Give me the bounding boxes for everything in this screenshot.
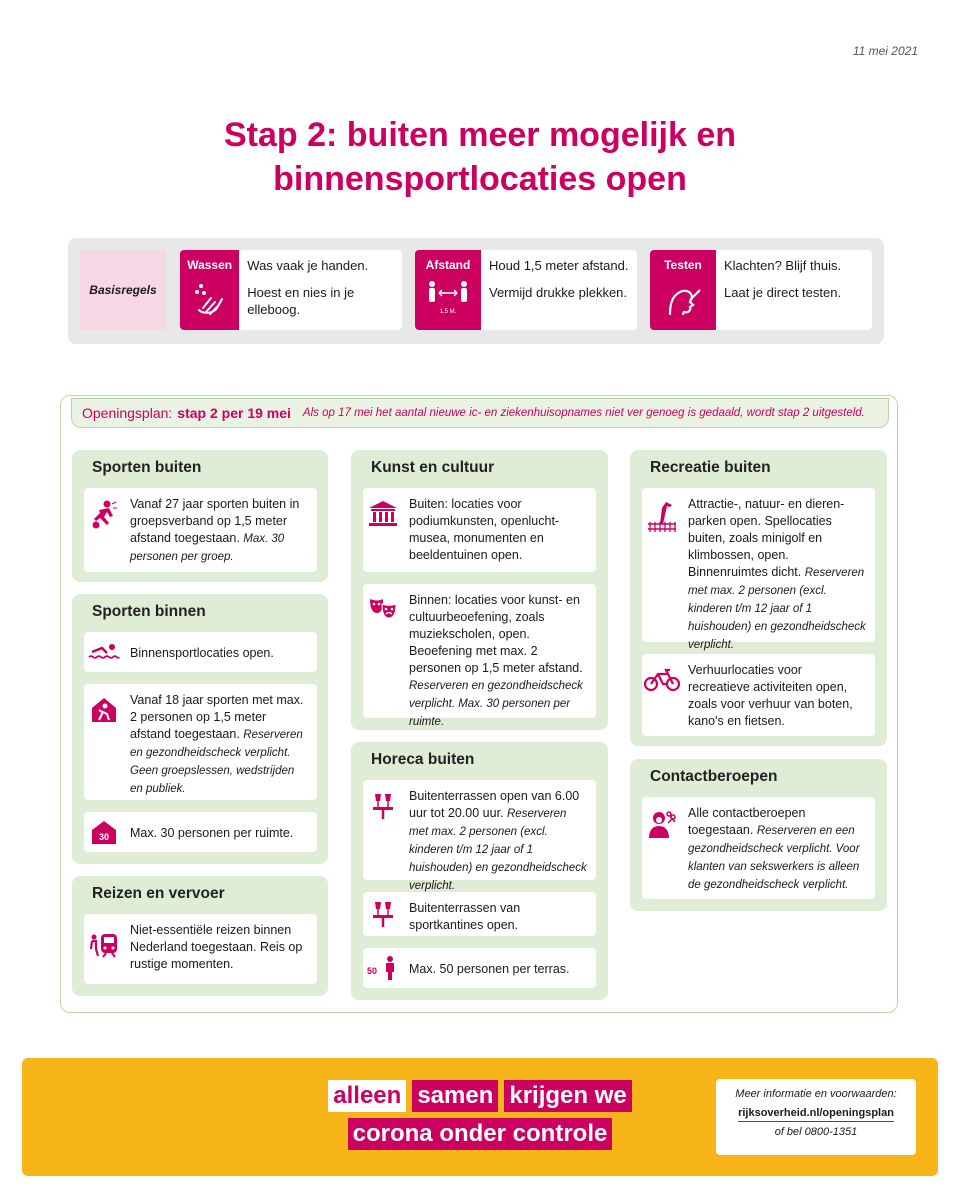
- rule-text-1: Was vaak je handen.: [247, 258, 369, 273]
- basisregels-label: Basisregels: [80, 250, 166, 330]
- card-italic-text: Max. 30 personen per groep.: [130, 533, 285, 563]
- distance-icon-label: 1,5 M.: [439, 309, 457, 315]
- card-text: [403, 948, 578, 988]
- openingsplan-step: stap 2 per 19 mei: [177, 405, 291, 421]
- section-title: Reizen en vervoer: [92, 885, 225, 902]
- card-main-text: Buitenterrassen van sportkantines open.: [409, 901, 521, 932]
- footer-banner: [22, 1058, 938, 1176]
- card-text: [682, 797, 875, 899]
- train-travel-icon: [84, 914, 124, 984]
- rule-text-testen: [716, 250, 849, 330]
- rule-badge-wassen: [180, 250, 239, 330]
- rule-badge-label: Wassen: [187, 258, 233, 272]
- rule-badge-label: Afstand: [425, 258, 471, 272]
- terrace-icon: [363, 780, 403, 880]
- card-main-text: Buiten: locaties voor podiumkunsten, openlucht-musea, monumenten en beeldentuinen open.: [409, 497, 560, 562]
- card-indoor-culture: [363, 584, 596, 728]
- giraffe-icon: [642, 488, 682, 642]
- card-main-text: Attractie-, natuur- en dieren-parken open. Spellocaties buiten, zoals minigolf en klimbossen, open. Binnenruimtes dicht.: [688, 497, 845, 579]
- section-title: Contactberoepen: [650, 768, 778, 785]
- card-italic-text: Reserveren en een gezondheidscheck verplicht. Voor klanten van sekswerkers is alleen de gezondheidscheck verplicht.: [688, 825, 860, 891]
- section-title: Horeca buiten: [371, 751, 475, 768]
- card-text: [124, 632, 282, 672]
- card-text: [124, 914, 317, 984]
- rule-text-2: Laat je direct testen.: [724, 285, 842, 300]
- rule-testen: [650, 250, 872, 330]
- card-text: [403, 892, 596, 936]
- card-text: [682, 488, 875, 651]
- outdoor-sports-icon: [84, 488, 124, 572]
- openingsplan-panel: [60, 395, 898, 1013]
- section-kunst: [351, 450, 608, 730]
- rule-badge-label: Testen: [664, 258, 702, 272]
- card-main-text: Vanaf 27 jaar sporten buiten in groepsverband op 1,5 meter afstand toegestaan.: [130, 497, 300, 545]
- theater-masks-icon: [363, 584, 403, 718]
- section-recreatie: [630, 450, 887, 746]
- page-title-line2: binnensportlocaties open: [273, 160, 687, 198]
- section-reizen: [72, 876, 328, 996]
- info-link[interactable]: rijksoverheid.nl/openingsplan: [738, 1105, 894, 1122]
- card-outdoor-culture: [363, 488, 596, 572]
- rule-text-afstand: [481, 250, 636, 330]
- info-box: [716, 1079, 916, 1155]
- card-swimming: [84, 632, 317, 672]
- card-main-text: Verhuurlocaties voor recreatieve activiteiten open, zoals voor verhuur van boten, kano's en fietsen.: [688, 663, 853, 728]
- slogan-word-alleen: alleen: [328, 1080, 406, 1112]
- section-horeca: [351, 742, 608, 1000]
- card-italic-text: Reserveren met max. 2 personen (excl. kinderen t/m 12 jaar of 1 huishouden) en gezondheidscheck verplicht.: [688, 567, 866, 651]
- card-text: [682, 654, 875, 736]
- swimming-icon: [84, 632, 124, 672]
- rule-wassen: [180, 250, 402, 330]
- card-text: [403, 584, 596, 728]
- hand-washing-icon: [193, 280, 227, 323]
- card-max-30: [84, 812, 317, 852]
- card-outdoor-sports: [84, 488, 317, 572]
- distance-icon: [426, 280, 470, 317]
- section-contact: [630, 759, 887, 911]
- card-terrace: [363, 780, 596, 892]
- openingsplan-label: Openingsplan:: [82, 405, 173, 421]
- rule-text-2: Hoest en nies in je elleboog.: [247, 285, 355, 317]
- card-text: [403, 488, 596, 572]
- card-main-text: Vanaf 18 jaar sporten met max. 2 personen op 1,5 meter afstand toegestaan.: [130, 693, 304, 741]
- card-main-text: Max. 50 personen per terras.: [409, 961, 570, 976]
- card-main-text: Binnensportlocaties open.: [130, 645, 274, 660]
- max-30-icon-label: 30: [98, 832, 110, 842]
- rule-text-1: Houd 1,5 meter afstand.: [489, 258, 629, 273]
- card-parks: [642, 488, 875, 651]
- card-main-text: Max. 30 personen per ruimte.: [130, 825, 294, 840]
- max-30-icon: [84, 812, 124, 852]
- card-main-text: Niet-essentiële reizen binnen Nederland toegestaan. Reis op rustige momenten.: [130, 923, 303, 971]
- rule-text-1: Klachten? Blijf thuis.: [724, 258, 842, 273]
- slogan-word-samen: samen: [412, 1080, 498, 1112]
- card-rental: [642, 654, 875, 736]
- rule-afstand: [415, 250, 637, 330]
- card-main-text: Alle contactberoepen toegestaan.: [688, 806, 806, 837]
- section-title: Sporten binnen: [92, 603, 206, 620]
- card-indoor-sports: [84, 684, 317, 800]
- rule-badge-afstand: [415, 250, 481, 330]
- indoor-sports-icon: [84, 684, 124, 800]
- max-50-icon-label: 50: [367, 966, 378, 976]
- section-title: Recreatie buiten: [650, 459, 771, 476]
- rule-badge-testen: [650, 250, 716, 330]
- basisregels-panel: [68, 238, 884, 344]
- card-text: [124, 488, 317, 572]
- date: 11 mei 2021: [852, 44, 918, 58]
- rule-text-wassen: [239, 250, 402, 330]
- card-italic-text: Reserveren en gezondheidscheck verplicht. Max. 30 personen per ruimte.: [409, 680, 583, 728]
- card-main-text: Binnen: locaties voor kunst- en cultuurbeoefening, zoals muziekscholen, open. Beoefening met max. 2 personen op 1,5 meter afstand.: [409, 593, 583, 675]
- openingsplan-note: Als op 17 mei het aantal nieuwe ic- en ziekenhuisopnames niet ver genoeg is gedaald, wordt stap 2 uitgesteld.: [302, 407, 865, 419]
- museum-icon: [363, 488, 403, 572]
- card-text: [124, 812, 301, 852]
- card-italic-text: Reserveren en gezondheidscheck verplicht. Geen groepslessen, wedstrijden en publiek.: [130, 729, 303, 795]
- page-title-line1: Stap 2: buiten meer mogelijk en: [223, 116, 736, 154]
- section-sporten-binnen: [72, 594, 328, 864]
- slogan-word-krijgen-we: krijgen we: [504, 1080, 631, 1112]
- card-contact: [642, 797, 875, 899]
- terrace-icon: [363, 892, 403, 936]
- page-title: [0, 113, 960, 201]
- openingsplan-header: [71, 398, 889, 428]
- hairdresser-icon: [642, 797, 682, 899]
- section-sporten-buiten: [72, 450, 328, 582]
- card-travel: [84, 914, 317, 984]
- bicycle-icon: [642, 654, 682, 736]
- slogan-word-corona: corona onder controle: [348, 1118, 613, 1150]
- max-50-icon: [363, 948, 403, 988]
- card-text: [403, 780, 596, 892]
- card-max-50: [363, 948, 596, 988]
- section-title: Kunst en cultuur: [371, 459, 495, 476]
- info-line-1: Meer informatie en voorwaarden:: [735, 1088, 897, 1100]
- card-sport-canteen: [363, 892, 596, 936]
- testing-icon: [664, 280, 702, 321]
- card-main-text: Buitenterrassen open van 6.00 uur tot 20.00 uur.: [409, 789, 580, 820]
- section-title: Sporten buiten: [92, 459, 202, 476]
- rule-text-2: Vermijd drukke plekken.: [489, 285, 628, 300]
- info-phone: of bel 0800-1351: [774, 1126, 858, 1138]
- card-italic-text: Reserveren met max. 2 personen (excl. kinderen t/m 12 jaar of 1 huishouden) en gezondheidscheck verplicht.: [409, 808, 587, 892]
- card-text: [124, 684, 317, 800]
